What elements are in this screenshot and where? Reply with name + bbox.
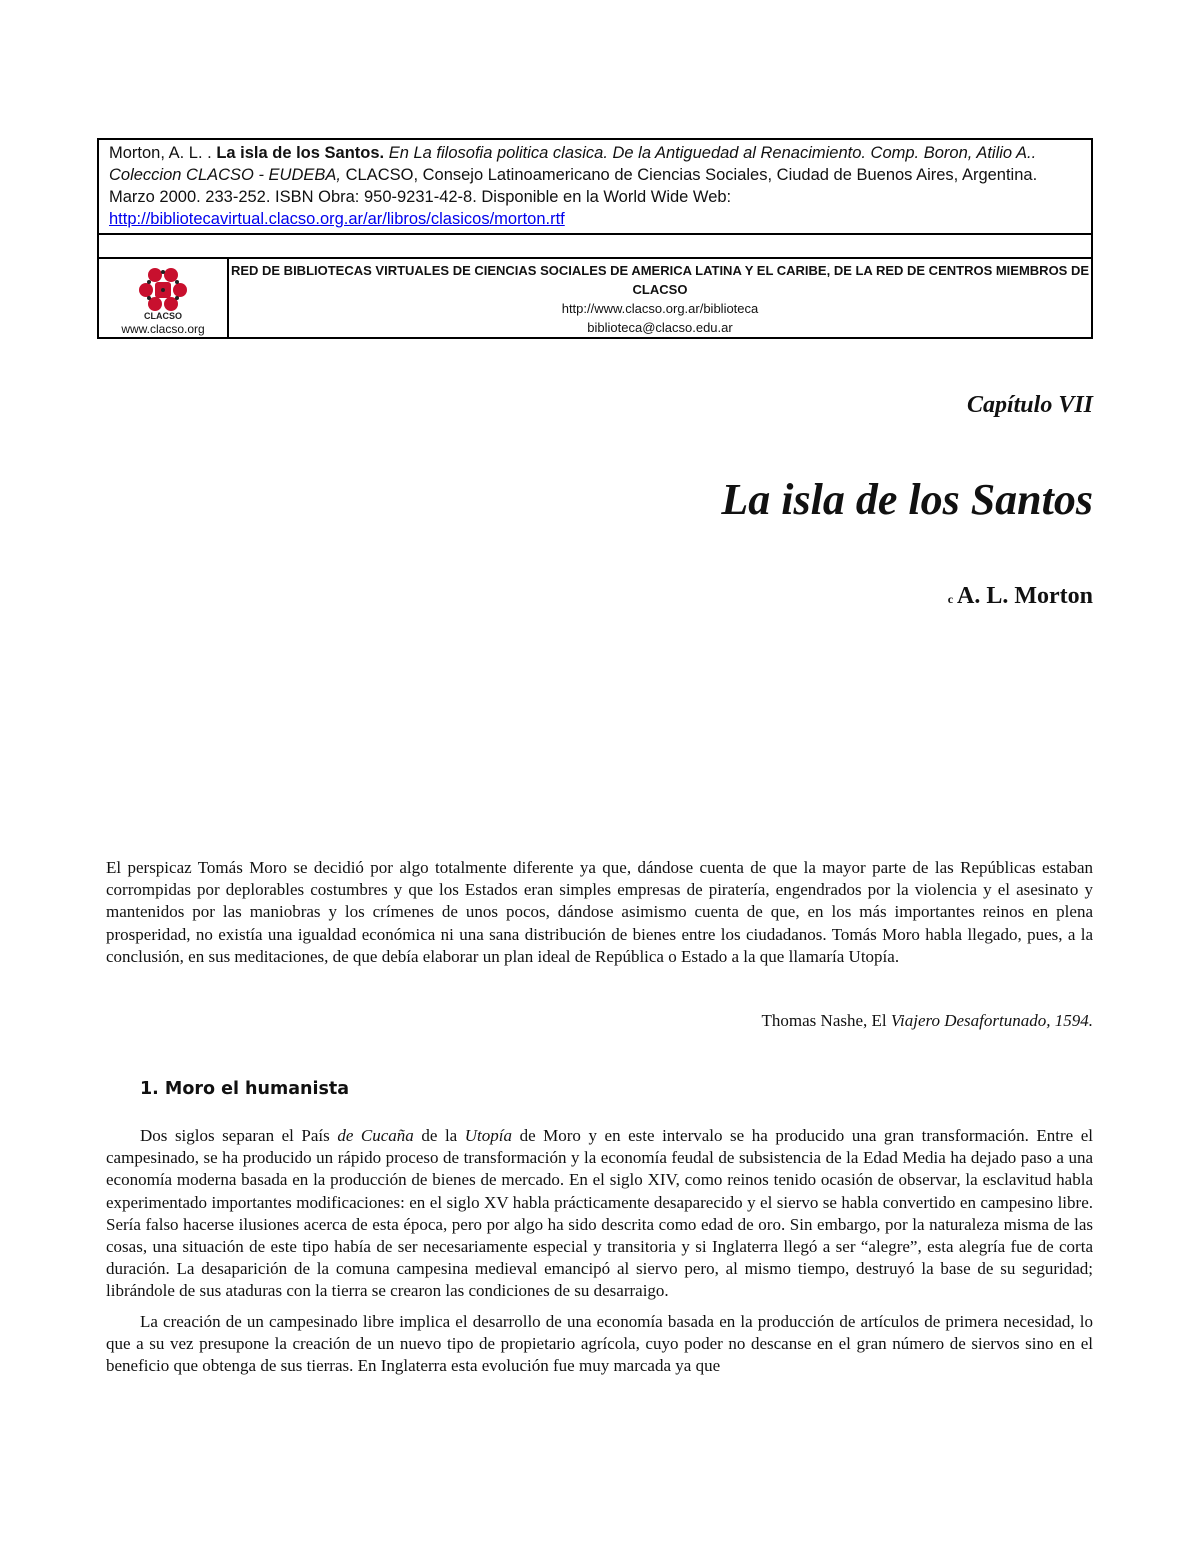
network-email[interactable]: biblioteca@clacso.edu.ar	[587, 320, 733, 335]
attribution-work: Viajero Desafortunado, 1594.	[890, 1011, 1093, 1030]
citation-publisher-info: CLACSO, Consejo Latinoamericano de Ciencias Sociales, Ciudad de Buenos Aires, Argentina. Marzo 2000. 233-252. ISBN Obra: 950-9231-42-8. Disponible en la World Wide Web:	[109, 166, 1038, 206]
clacso-logo	[99, 259, 229, 337]
clacso-logo-url: www.clacso.org	[121, 322, 205, 336]
paragraph-text: de la	[421, 1126, 458, 1145]
paragraph-text: Dos siglos separan el País	[140, 1126, 330, 1145]
author-line	[948, 583, 1093, 610]
epigraph-attribution	[762, 1011, 1093, 1031]
section-heading: 1. Moro el humanista	[140, 1079, 350, 1099]
body-text	[106, 1125, 1093, 1385]
citation-url-link[interactable]: http://bibliotecavirtual.clacso.org.ar/ar/libros/clasicos/morton.rtf	[109, 210, 565, 228]
paragraph-text: de Moro y en este intervalo se ha producido una gran transformación. Entre el campesinado, se ha producido un rápido proceso de transformación y la economía feudal de subsistencia de la Edad Media ha dejado paso a una economía moderna basada en la producción de bienes de mercado. En el siglo XIV, como reinos tenido ocasión de observar, la esclavitud habla experimentado importantes modificaciones: en el siglo XV habla prácticamente desaparecido y el siervo se habla convertido en campesino libre. Sería falso hacerse ilusiones acerca de esta época, pero por algo ha sido descrita como edad de oro. Sin embargo, por la naturaleza misma de las cosas, una situación de este tipo había de ser necesariamente especial y transitoria y si Inglaterra llegó a ser “alegre”, esta alegría fue de corta duración. La desaparición de la comuna campesina medieval emancipó al siervo pero, al mismo tiempo, destruyó la base de su seguridad; librándole de sus ataduras con la tierra se crearon las condiciones de su desarraigo.	[106, 1126, 1093, 1301]
citation-box	[97, 138, 1093, 339]
network-title: RED DE BIBLIOTECAS VIRTUALES DE CIENCIAS SOCIALES DE AMERICA LATINA Y EL CARIBE, DE LA RED DE CENTROS MIEMBROS DE CLACSO	[230, 263, 1090, 297]
paragraph	[106, 1125, 1093, 1303]
paragraph-italic: de Cucaña	[337, 1126, 414, 1145]
network-row	[99, 257, 1091, 337]
paragraph: La creación de un campesinado libre implica el desarrollo de una economía basada en la producción de artículos de primera necesidad, lo que a su vez presupone la creación de un nuevo tipo de propietario agrícola, cuyo poder no descanse en el gran número de siervos sino en el beneficio que obtenga de sus tierras. En Inglaterra esta evolución fue muy marcada ya que	[106, 1311, 1093, 1376]
network-info	[229, 259, 1091, 337]
epigraph: El perspicaz Tomás Moro se decidió por algo totalmente diferente ya que, dándose cuenta de que la mayor parte de las Repúblicas estaban corrompidas por deplorables costumbres y que los Estados eran simples empresas de piratería, engendrados por la violencia y el asesinato y mantenidos por las maniobras y los crímenes de unos pocos, dándose asimismo cuenta de que, en los más importantes reinos en plena prosperidad, no existía una igualdad económica ni una sana distribución de bienes entre los ciudadanos. Tomás Moro habla llegado, pues, a la conclusión, en sus meditaciones, de que debía elaborar un plan ideal de República o Estado a la que llamaría Utopía.	[106, 858, 1093, 966]
citation-text	[99, 140, 1091, 233]
citation-author: Morton, A. L. .	[109, 144, 212, 162]
clacso-logo-icon	[135, 264, 191, 322]
citation-work-title: La isla de los Santos.	[216, 144, 385, 162]
citation-source: En La filosofia politica clasica. De la Antiguedad al Renacimiento. Comp. Boron, Atilio A.. Coleccion CLACSO - EUDEBA,	[109, 144, 1037, 184]
attribution-name: Thomas Nashe, El	[761, 1011, 887, 1030]
page-title: La isla de los Santos	[721, 475, 1093, 524]
author-mark: c	[947, 592, 954, 606]
paragraph-italic: Utopía	[464, 1126, 513, 1145]
clacso-logo-text: CLACSO	[144, 311, 182, 321]
empty-row	[99, 233, 1091, 257]
network-website[interactable]: http://www.clacso.org.ar/biblioteca	[561, 301, 759, 316]
author-name: A. L. Morton	[957, 583, 1093, 609]
chapter-label: Capítulo VII	[966, 392, 1093, 418]
